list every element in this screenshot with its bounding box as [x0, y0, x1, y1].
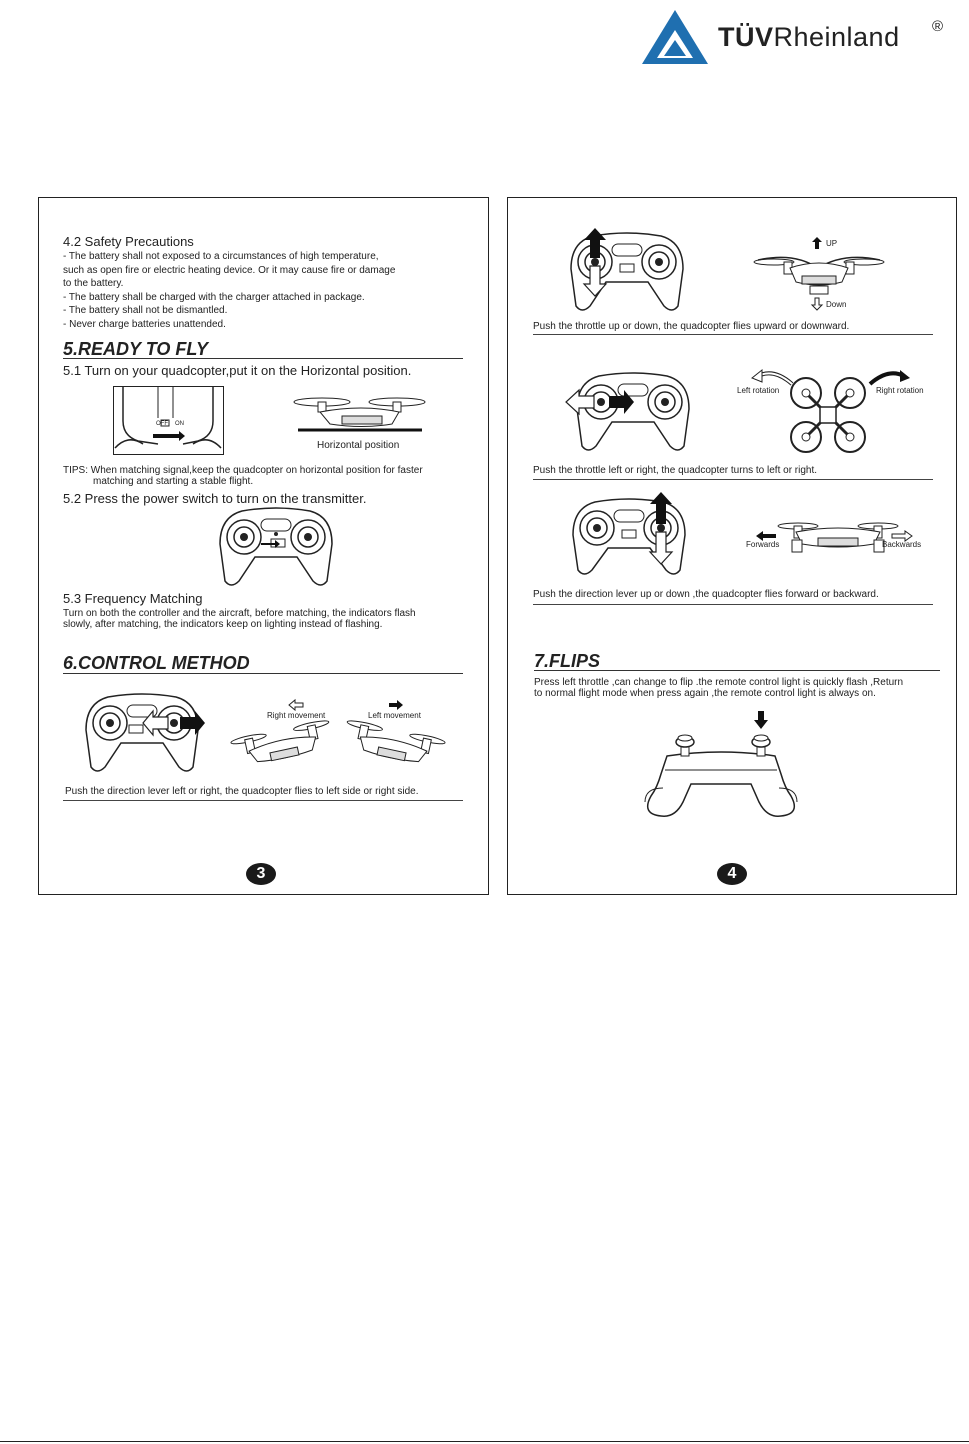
quadcopter-side-illustration [292, 394, 432, 439]
logo-text: TÜVRheinland [718, 22, 900, 52]
transmitter-direction-updown-illustration [570, 492, 695, 574]
right-movement-label: Right movement [267, 711, 326, 720]
transmitter-throttle-leftright-illustration [564, 374, 704, 456]
caption-rule [63, 800, 463, 801]
quadcopter-tilt-left-illustration [343, 722, 443, 772]
right-rotation-arrow-icon [870, 366, 910, 386]
tuv-triangle-icon [640, 8, 710, 68]
safety-precautions-heading: 4.2 Safety Precautions [63, 234, 194, 249]
safety-line-4: - The battery shall be charged with the charger attached in package. [63, 291, 365, 303]
step-5-2-text: 5.2 Press the power switch to turn on the transmitter. [63, 491, 367, 506]
right-solid-arrow-icon [389, 700, 403, 710]
frequency-matching-heading: 5.3 Frequency Matching [63, 591, 203, 606]
up-arrow-icon [812, 237, 822, 249]
page-number-badge: 3 [246, 863, 276, 885]
up-label: UP [826, 239, 838, 248]
frequency-line-1: Turn on both the controller and the aircraft, before matching, the indicators flash [63, 608, 416, 619]
flips-line-1: Press left throttle ,can change to flip .the remote control light is quickly flash ,Return [534, 677, 904, 688]
caption-rule [533, 334, 933, 335]
left-rotation-arrow-icon [752, 366, 792, 386]
tuv-rheinland-logo [640, 8, 960, 68]
power-switch-illustration [113, 386, 225, 456]
caption-rule [533, 604, 933, 605]
safety-line-5: - The battery shall not be dismantled. [63, 305, 228, 316]
safety-line-6: - Never charge batteries unattended. [63, 318, 226, 330]
backwards-label: Backwards [882, 540, 922, 549]
manual-page-4 [507, 197, 957, 895]
left-rotation-label: Left rotation [737, 386, 780, 395]
heading-rule [63, 673, 463, 674]
tips-line-1: TIPS: When matching signal,keep the quadcopter on horizontal position for faster [63, 465, 423, 476]
control-method-caption: Push the direction lever left or right, the quadcopter flies to left side or right side. [65, 786, 419, 797]
quadcopter-front-illustration [754, 254, 884, 298]
safety-line-3: to the battery. [63, 278, 124, 289]
down-label: Down [826, 300, 847, 309]
direction-updown-caption: Push the direction lever up or down ,the quadcopter flies forward or backward. [533, 589, 879, 600]
transmitter-throttle-updown-illustration [568, 234, 686, 316]
flips-line-2: to normal flight mode when press again ,the remote control light is always on. [534, 688, 876, 699]
tips-line-2: matching and starting a stable flight. [93, 476, 254, 487]
footer-rule [0, 1441, 969, 1442]
safety-line-1: - The battery shall not exposed to a circumstances of high temperature, [63, 251, 379, 262]
step-5-1-text: 5.1 Turn on your quadcopter,put it on the Horizontal position. [63, 363, 412, 378]
frequency-line-2: slowly, after matching, the indicators keep on lighting instead of flashing. [63, 619, 383, 630]
safety-line-2: such as open fire or electric heating device. Or it may cause fire or damage [63, 264, 396, 276]
control-method-heading: 6.CONTROL METHOD [63, 653, 250, 673]
transmitter-direction-illustration [83, 695, 223, 777]
horizontal-position-label: Horizontal position [317, 440, 400, 451]
right-rotation-label: Right rotation [876, 386, 924, 395]
manual-page-3 [38, 197, 489, 895]
quadcopter-top-illustration [788, 375, 868, 455]
caption-rule [533, 479, 933, 480]
throttle-updown-caption: Push the throttle up or down, the quadcopter flies upward or downward. [533, 321, 850, 332]
heading-rule [63, 358, 463, 359]
transmitter-illustration [217, 509, 335, 589]
throttle-leftright-caption: Push the throttle left or right, the quadcopter turns to left or right. [533, 465, 818, 476]
down-outline-arrow-icon [812, 298, 822, 310]
heading-rule [534, 670, 940, 671]
transmitter-front-illustration [641, 726, 801, 816]
forwards-label: Forwards [746, 540, 780, 549]
left-movement-label: Left movement [368, 711, 421, 720]
quadcopter-side-flight-illustration [778, 520, 898, 554]
quadcopter-tilt-right-illustration [233, 722, 333, 772]
left-outline-arrow-icon [289, 700, 303, 710]
page-number-badge: 4 [717, 863, 747, 885]
ready-to-fly-heading: 5.READY TO FLY [63, 339, 209, 359]
logo-registered: ® [932, 18, 944, 35]
switch-on-label: ON [175, 421, 184, 427]
flips-heading: 7.FLIPS [534, 651, 601, 671]
switch-off-label: OFF [156, 421, 168, 427]
